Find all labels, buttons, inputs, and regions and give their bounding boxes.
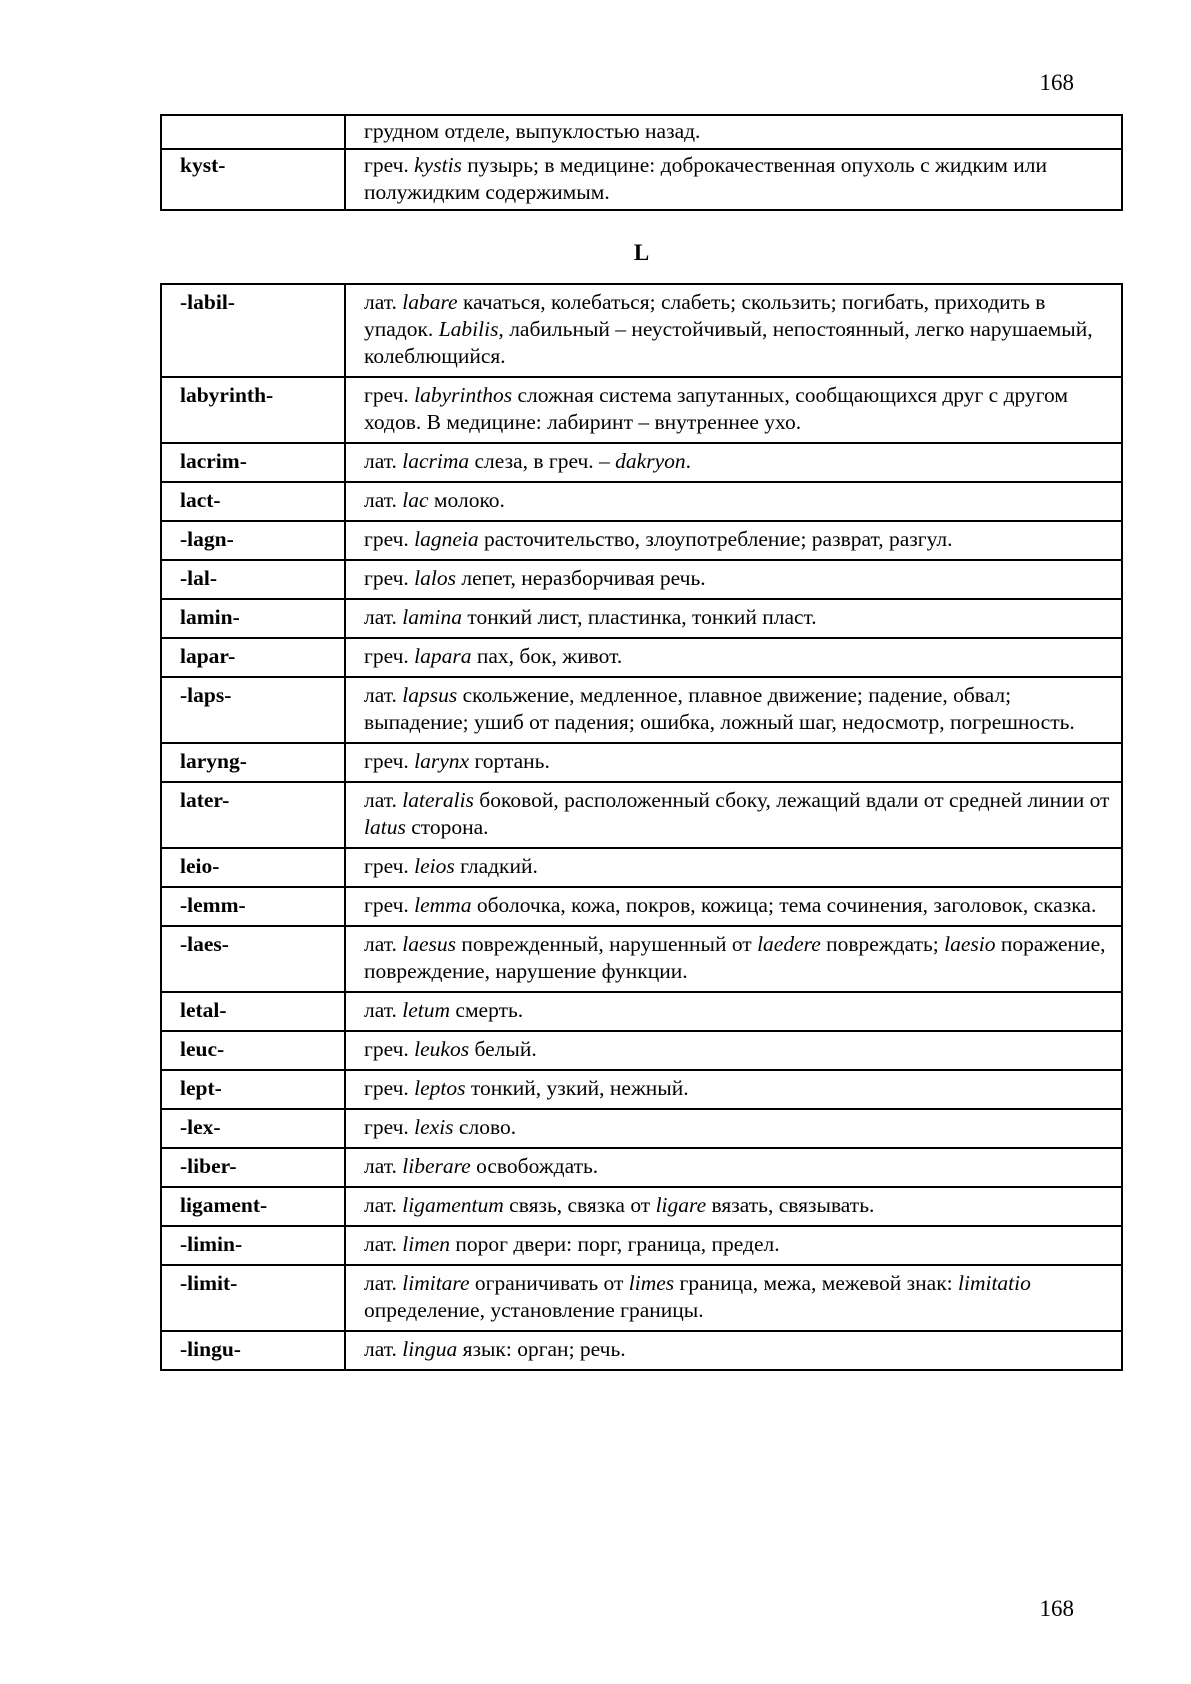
dictionary-row — [161, 887, 1122, 926]
dictionary-row — [161, 1148, 1122, 1187]
entry-definition: греч. lexis слово. — [345, 1109, 1122, 1148]
dictionary-row — [161, 443, 1122, 482]
dictionary-row — [161, 1109, 1122, 1148]
dictionary-row — [161, 1187, 1122, 1226]
dictionary-row — [161, 992, 1122, 1031]
dictionary-row — [161, 1070, 1122, 1109]
entry-term: -lagn- — [161, 521, 345, 560]
entry-term: -limit- — [161, 1265, 345, 1331]
entry-definition: лат. laesus поврежденный, нарушенный от laedere повреждать; laesio поражение, повреждение, нарушение функции. — [345, 926, 1122, 992]
dictionary-row — [161, 560, 1122, 599]
dictionary-row — [161, 743, 1122, 782]
entry-term: leuc- — [161, 1031, 345, 1070]
page-number-top: 168 — [1039, 70, 1074, 95]
entry-term: labyrinth- — [161, 377, 345, 443]
dictionary-row — [161, 1331, 1122, 1370]
entry-term: kyst- — [161, 149, 345, 210]
entry-term: lact- — [161, 482, 345, 521]
entry-definition: греч. lapara пах, бок, живот. — [345, 638, 1122, 677]
entry-definition: лат. lacrima слеза, в греч. – dakryon. — [345, 443, 1122, 482]
entry-definition: лат. lamina тонкий лист, пластинка, тонкий пласт. — [345, 599, 1122, 638]
entry-definition: греч. kystis пузырь; в медицине: доброкачественная опухоль с жидким или полужидким содержимым. — [345, 149, 1122, 210]
dictionary-row — [161, 377, 1122, 443]
entry-definition: лат. lingua язык: орган; речь. — [345, 1331, 1122, 1370]
page-number-bottom: 168 — [1039, 1596, 1074, 1621]
entry-definition: греч. larynx гортань. — [345, 743, 1122, 782]
entry-term: lacrim- — [161, 443, 345, 482]
entry-definition: лат. limitare ограничивать от limes граница, межа, межевой знак: limitatio определение, установление границы. — [345, 1265, 1122, 1331]
entry-definition: лат. limen порог двери: порг, граница, предел. — [345, 1226, 1122, 1265]
entry-term: -limin- — [161, 1226, 345, 1265]
dictionary-row — [161, 677, 1122, 743]
entry-term: lamin- — [161, 599, 345, 638]
section-letter-heading: L — [633, 240, 650, 265]
entry-term: later- — [161, 782, 345, 848]
dictionary-row — [161, 782, 1122, 848]
entry-definition: лат. lapsus скольжение, медленное, плавное движение; падение, обвал; выпадение; ушиб от падения; ошибка, ложный шаг, недосмотр, погрешность. — [345, 677, 1122, 743]
entry-definition: лат. lac молоко. — [345, 482, 1122, 521]
entry-term: -lemm- — [161, 887, 345, 926]
dictionary-row — [161, 1031, 1122, 1070]
dictionary-row — [161, 149, 1122, 210]
dictionary-row — [161, 599, 1122, 638]
dictionary-row — [161, 482, 1122, 521]
entry-definition: греч. leios гладкий. — [345, 848, 1122, 887]
entry-term: -liber- — [161, 1148, 345, 1187]
entry-term: lept- — [161, 1070, 345, 1109]
entry-definition: лат. liberare освобождать. — [345, 1148, 1122, 1187]
entry-term: leio- — [161, 848, 345, 887]
dictionary-row — [161, 1265, 1122, 1331]
entry-definition: греч. lagneia расточительство, злоупотребление; разврат, разгул. — [345, 521, 1122, 560]
entry-term: letal- — [161, 992, 345, 1031]
dictionary-row — [161, 1226, 1122, 1265]
dictionary-row — [161, 638, 1122, 677]
continuation-table — [160, 114, 1123, 211]
entry-term: -labil- — [161, 284, 345, 377]
entry-definition: лат. letum смерть. — [345, 992, 1122, 1031]
entry-term: ligament- — [161, 1187, 345, 1226]
dictionary-table — [160, 283, 1123, 1371]
dictionary-row — [161, 115, 1122, 149]
entry-definition: грудном отделе, выпуклостью назад. — [345, 115, 1122, 149]
entry-term: -lex- — [161, 1109, 345, 1148]
entry-definition: лат. lateralis боковой, расположенный сбоку, лежащий вдали от средней линии от latus сторона. — [345, 782, 1122, 848]
entry-term: -lingu- — [161, 1331, 345, 1370]
entry-definition: греч. lalos лепет, неразборчивая речь. — [345, 560, 1122, 599]
entry-definition: лат. labare качаться, колебаться; слабеть; скользить; погибать, приходить в упадок. Labilis, лабильный – неустойчивый, непостоянный, легко нарушаемый, колеблющийся. — [345, 284, 1122, 377]
entry-term: laryng- — [161, 743, 345, 782]
entry-definition: греч. labyrinthos сложная система запутанных, сообщающихся друг с другом ходов. В медицине: лабиринт – внутреннее ухо. — [345, 377, 1122, 443]
dictionary-row — [161, 848, 1122, 887]
entry-term: lapar- — [161, 638, 345, 677]
dictionary-row — [161, 284, 1122, 377]
entry-term: -laps- — [161, 677, 345, 743]
entry-term: -lal- — [161, 560, 345, 599]
entry-term: -laes- — [161, 926, 345, 992]
entry-definition: лат. ligamentum связь, связка от ligare вязать, связывать. — [345, 1187, 1122, 1226]
entry-definition: греч. lemma оболочка, кожа, покров, кожица; тема сочинения, заголовок, сказка. — [345, 887, 1122, 926]
dictionary-row — [161, 926, 1122, 992]
entry-definition: греч. leukos белый. — [345, 1031, 1122, 1070]
dictionary-row — [161, 521, 1122, 560]
entry-term — [161, 115, 345, 149]
entry-definition: греч. leptos тонкий, узкий, нежный. — [345, 1070, 1122, 1109]
